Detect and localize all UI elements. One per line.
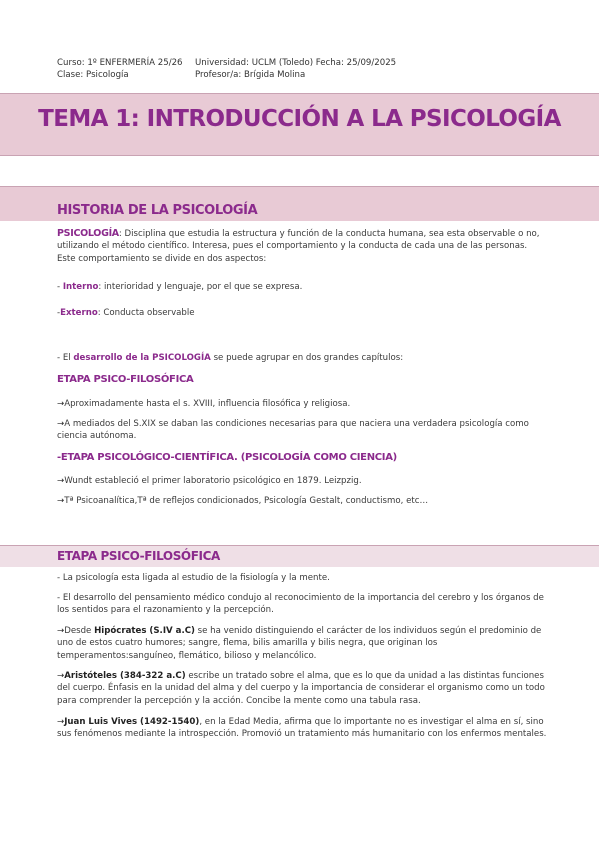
psicologia-definition	[57, 228, 547, 265]
page-title: TEMA 1: INTRODUCCIÓN A LA PSICOLOGÍA	[38, 106, 561, 132]
course-label: Curso: 1º ENFERMERÍA 25/26	[57, 58, 183, 68]
externo-item	[57, 307, 547, 319]
interno-keyword: Interno	[62, 282, 99, 292]
arrow-icon: →	[57, 419, 65, 429]
interno-text: : interioridad y lenguaje, por el que se expresa.	[98, 282, 303, 292]
class-label: Clase: Psicología	[57, 70, 129, 80]
arrow-icon: →	[57, 399, 65, 409]
aristoteles-name: Aristóteles (384-322 a.C)	[64, 671, 186, 681]
etapa-paragraph-hipocrates	[57, 625, 547, 662]
arrow-icon: →	[57, 476, 65, 486]
externo-prefix: -	[57, 308, 61, 318]
hipocrates-pre: Desde	[64, 626, 95, 636]
university-date-label: Universidad: UCLM (Toledo) Fecha: 25/09/2025	[195, 58, 397, 68]
teacher-label: Profesor/a: Brígida Molina	[195, 70, 306, 80]
hipocrates-name: Hipócrates (S.IV a.C)	[94, 626, 195, 636]
interno-prefix: -	[57, 282, 63, 292]
vives-name: Juan Luis Vives (1492-1540)	[64, 717, 200, 727]
etapa-psico-filosofica-title: ETAPA PSICO-FILOSÓFICA	[57, 374, 194, 385]
desarrollo-post: se puede agrupar en dos grandes capítulos:	[210, 353, 404, 363]
hipocrates-text: se ha venido distinguiendo el carácter de los individuos según el predominio de uno de estos cuatro humores; sangre, flema, bilis amarilla y bilis negra, que originan los temperamentos:sanguíneo, flemático, bilioso y melancólico.	[57, 626, 542, 661]
etapa-cientifica-title: -ETAPA PSICOLÓGICO-CIENTÍFICA. (PSICOLOGÍA COMO CIENCIA)	[57, 452, 397, 463]
etapa-paragraph-vives	[57, 716, 547, 741]
vives-text: , en la Edad Media, afirma que lo importante no es investigar el alma en sí, sino sus fenómenos mediante la introspección. Promovió un tratamiento más humanitario con los enfermos mentales.	[57, 717, 547, 740]
section-heading-etapa: ETAPA PSICO-FILOSÓFICA	[57, 549, 220, 563]
aristoteles-text: escribe un tratado sobre el alma, que es lo que da unidad a las distintas funciones del cuerpo. Énfasis en la unidad del alma y del cuerpo y la importancia de considerar el organismo como un todo para comprender la percepción y la acción. Concibe la mente como una tabula rasa.	[57, 671, 545, 706]
etapa-paragraph-1: - La psicología esta ligada al estudio de la fisiología y la mente.	[57, 573, 330, 583]
interno-item	[57, 281, 547, 293]
desarrollo-keyword: desarrollo de la PSICOLOGÍA	[73, 353, 211, 363]
etapa-paragraph-2: - El desarrollo del pensamiento médico condujo al reconocimiento de la importancia del cerebro y los órganos de los sentidos para el razonamiento y la percepción.	[57, 593, 544, 616]
arrow-icon: →	[57, 671, 65, 681]
etapa2-item-2	[57, 495, 547, 507]
psicologia-definition-text: : Disciplina que estudia la estructura y función de la conducta humana, sea esta observable o no, utilizando el método científico. Interesa, pues el comportamiento y la conducta de cada una de las personas. Este comportamiento se divide en dos aspectos:	[57, 229, 540, 264]
etapa-paragraph-aristoteles	[57, 670, 547, 707]
externo-text: : Conducta observable	[97, 308, 195, 318]
etapa2-item-1-text: Wundt estableció el primer laboratorio psicológico en 1879. Leizpzig.	[64, 476, 362, 486]
etapa1-item-1	[57, 398, 547, 410]
header-row-1	[57, 57, 396, 69]
desarrollo-line	[57, 352, 547, 364]
arrow-icon: →	[57, 496, 65, 506]
section-heading-historia: HISTORIA DE LA PSICOLOGÍA	[57, 203, 258, 218]
document-header	[57, 57, 396, 81]
arrow-icon: →	[57, 626, 65, 636]
etapa1-item-1-text: Aproximadamente hasta el s. XVIII, influencia filosófica y religiosa.	[64, 399, 351, 409]
arrow-icon: →	[57, 717, 65, 727]
header-row-2	[57, 69, 396, 81]
etapa1-item-2	[57, 418, 547, 443]
etapa2-item-1	[57, 475, 547, 487]
externo-keyword: Externo	[60, 308, 98, 318]
etapa1-item-2-text: A mediados del S.XIX se daban las condiciones necesarias para que naciera una verdadera psicología como ciencia autónoma.	[57, 419, 529, 442]
etapa2-item-2-text: Tª Psicoanalítica,Tª de reflejos condicionados, Psicología Gestalt, conductismo, etc…	[64, 496, 429, 506]
desarrollo-pre: - El	[57, 353, 74, 363]
psicologia-keyword: PSICOLOGÍA	[57, 228, 119, 239]
